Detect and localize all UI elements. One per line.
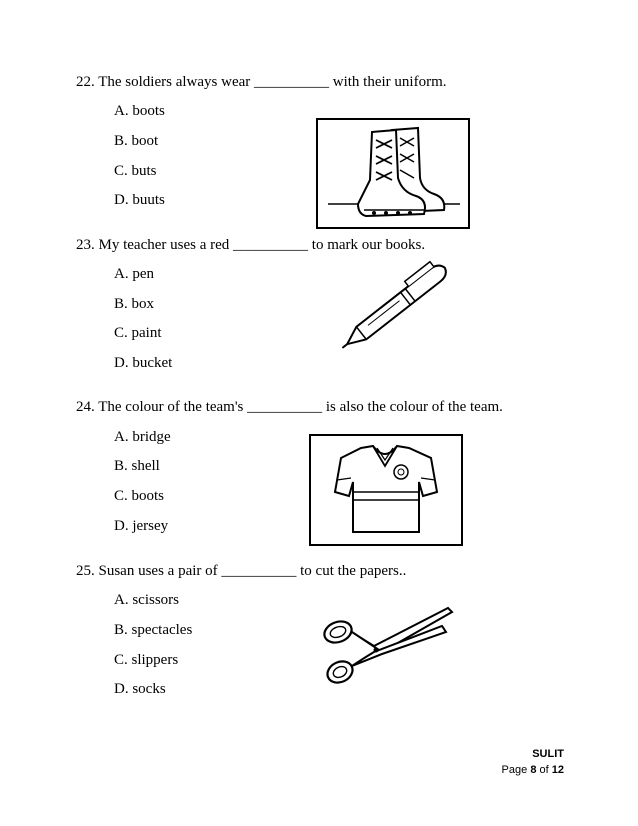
question-22-option-a: A. boots (114, 103, 165, 119)
question-24-option-c: C. boots (114, 488, 165, 504)
question-23-option-a: A. pen (114, 266, 154, 282)
scissors-icon (312, 594, 462, 703)
boots-icon (316, 118, 470, 234)
question-22-option-d: D. buuts (114, 192, 165, 208)
sulit-label: SULIT (532, 748, 564, 760)
question-22-option-c: C. buts (114, 163, 157, 179)
question-25-option-a: A. scissors (114, 592, 180, 608)
question-25-option-b: B. spectacles (114, 622, 193, 638)
page-current: 8 (530, 764, 537, 776)
question-24-option-d: D. jersey (114, 518, 169, 534)
page-total: 12 (551, 764, 564, 776)
question-23-option-b: B. box (114, 296, 155, 312)
jersey-icon (309, 434, 463, 551)
question-23-stem: 23. My teacher uses a red __________ to mark our books. (76, 237, 426, 253)
page-word: Page (501, 764, 528, 776)
question-22-option-b: B. boot (114, 133, 159, 149)
question-25-option-c: C. slippers (114, 652, 179, 668)
page-number (502, 764, 564, 776)
of-word: of (539, 764, 549, 776)
pen-icon (326, 256, 466, 361)
question-24-stem: 24. The colour of the team's __________ is also the colour of the team. (76, 399, 503, 415)
question-23-option-d: D. bucket (114, 355, 173, 371)
question-25-option-d: D. socks (114, 681, 166, 697)
question-23-option-c: C. paint (114, 325, 162, 341)
question-24-option-a: A. bridge (114, 429, 171, 445)
question-24-option-b: B. shell (114, 458, 160, 474)
question-25-stem: 25. Susan uses a pair of __________ to cut the papers.. (76, 563, 407, 579)
question-22-stem: 22. The soldiers always wear __________ with their uniform. (76, 74, 447, 90)
